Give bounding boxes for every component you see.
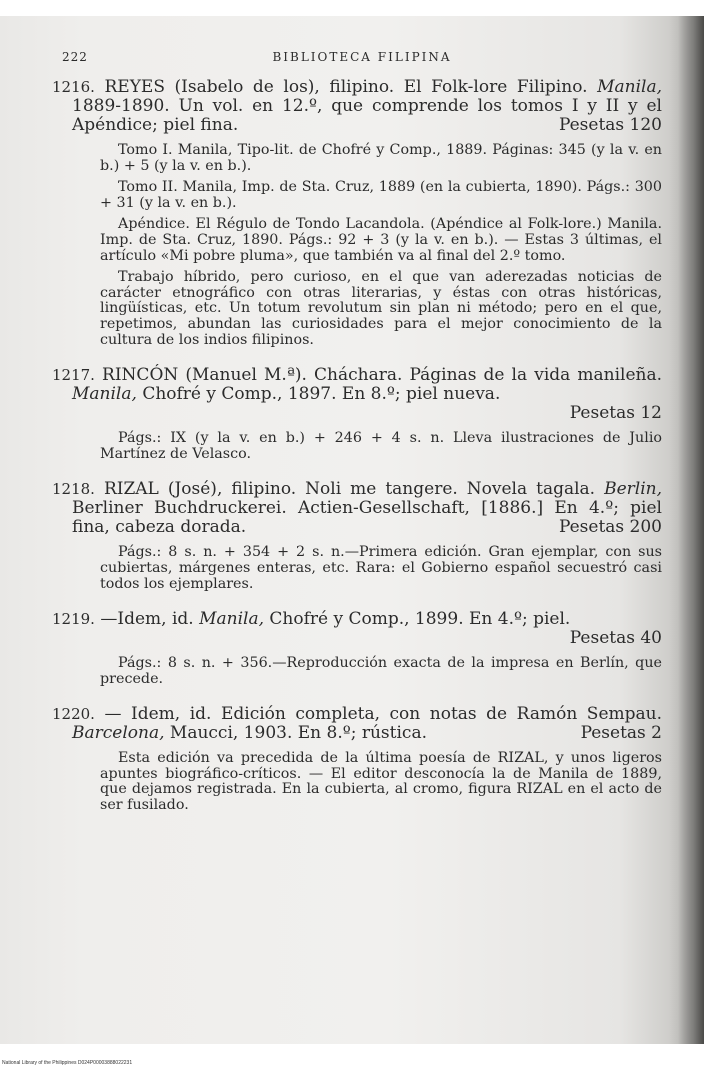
- entry-price: Pesetas 2: [580, 723, 662, 744]
- entry-note: Págs.: IX (y la v. en b.) + 246 + 4 s. n. Lleva ilustraciones de Julio Martínez de Velasco.: [100, 430, 662, 462]
- entry-title: RINCÓN (Manuel M.ª). Cháchara. Páginas de la vida manileña.: [102, 365, 662, 386]
- entry-number: 1218.: [52, 480, 95, 499]
- entry-title: — Idem, id. Edición completa, con notas de Ramón Sempau.: [104, 704, 662, 725]
- entry-details: Chofré y Comp., 1897. En 8.º; piel nueva.: [142, 384, 501, 405]
- entry-note: Tomo II. Manila, Imp. de Sta. Cruz, 1889 (en la cubierta, 1890). Págs.: 300 + 31 (y la v. en b.).: [100, 179, 662, 211]
- entry-note: Trabajo híbrido, pero curioso, en el que van aderezadas noticias de carácter etnográfico con otras literarias, y éstas con otras históricas, lingüísticas, etc. Un totum revolutum sin plan ni método; pero en el que, repetimos, abundan las curiosidades para el mejor conocimiento de la cultura de los indios filipinos.: [100, 269, 662, 348]
- book-page: [52, 50, 662, 814]
- entry-lead: [52, 704, 662, 744]
- entry-details: Berliner Buchdruckerei. Actien-Gesellschaft, [1886.] En 4.º; piel fina, cabeza dorada.: [72, 498, 662, 538]
- running-title: BIBLIOTECA FILIPINA: [272, 50, 452, 64]
- entry-details: Maucci, 1903. En 8.º; rústica.: [169, 723, 427, 744]
- entry-title: —Idem, id.: [100, 609, 194, 630]
- catalog-entry-1216: [52, 77, 662, 348]
- entry-note: Apéndice. El Régulo de Tondo Lacandola. (Apéndice al Folk-lore.) Manila. Imp. de Sta. Cruz, 1890. Págs.: 92 + 3 (y la v. en b.). — Estas 3 últimas, el artículo «Mi pobre pluma», que también va al final del 2.º tomo.: [100, 216, 662, 264]
- entry-price: Pesetas 40: [569, 628, 662, 649]
- page-number: 222: [62, 50, 88, 64]
- catalog-entry-1217: [52, 365, 662, 462]
- entry-place: Berlin,: [604, 479, 662, 500]
- entry-lead: [52, 609, 662, 630]
- entry-title: RIZAL (José), filipino. Noli me tangere. Novela tagala.: [103, 479, 596, 500]
- entry-price: Pesetas 200: [558, 517, 662, 538]
- entry-place: Manila,: [597, 77, 662, 97]
- entry-price: Pesetas 120: [558, 115, 662, 135]
- catalog-entry-1220: [52, 704, 662, 814]
- entry-details: Chofré y Comp., 1899. En 4.º; piel.: [269, 609, 571, 630]
- entry-price: Pesetas 12: [569, 403, 662, 424]
- entry-lead: [52, 365, 662, 405]
- entry-note: Págs.: 8 s. n. + 356.—Reproducción exacta de la impresa en Berlín, que precede.: [100, 655, 662, 687]
- entry-note: Págs.: 8 s. n. + 354 + 2 s. n.—Primera edición. Gran ejemplar, con sus cubiertas, márgenes enteras, etc. Rara: el Gobierno español secuestró casi todos los ejemplares.: [100, 544, 662, 592]
- running-header: [62, 50, 662, 68]
- entry-number: 1219.: [52, 610, 95, 629]
- entry-note: Tomo I. Manila, Tipo-lit. de Chofré y Comp., 1889. Páginas: 345 (y la v. en b.) + 5 (y la v. en b.).: [100, 142, 662, 174]
- entry-place: Manila,: [199, 609, 264, 630]
- archive-footer: [0, 1046, 704, 1066]
- entry-number: 1220.: [52, 705, 95, 724]
- entry-number: 1217.: [52, 366, 95, 385]
- entry-title: REYES (Isabelo de los), filipino. El Folk-lore Filipino.: [104, 77, 588, 97]
- top-margin-strip: [0, 0, 704, 16]
- catalog-entry-1219: [52, 609, 662, 687]
- archive-credit: National Library of the Philippines D024P00003888022231: [2, 1060, 133, 1066]
- entry-number: 1216.: [52, 78, 95, 96]
- entry-lead: [52, 479, 662, 538]
- entry-details: 1889-1890. Un vol. en 12.º, que comprende los tomos I y II y el Apéndice; piel fina.: [72, 96, 662, 135]
- book-gutter-shadow: [678, 16, 704, 1044]
- entry-place: Barcelona,: [72, 723, 165, 744]
- entry-place: Manila,: [72, 384, 137, 405]
- entry-note: Esta edición va precedida de la última poesía de RIZAL, y unos ligeros apuntes biográfico-críticos. — El editor desconocía la de Manila de 1889, que dejamos registrada. En la cubierta, al cromo, figura RIZAL en el acto de ser fusilado.: [100, 750, 662, 814]
- catalog-entry-1218: [52, 479, 662, 592]
- entry-lead: [52, 77, 662, 135]
